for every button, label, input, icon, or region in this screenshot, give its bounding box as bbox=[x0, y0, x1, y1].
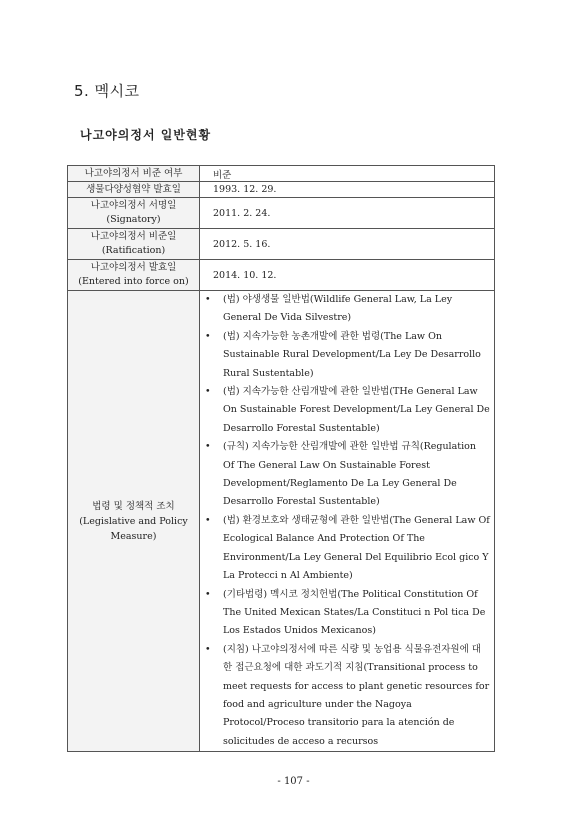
measures-label-text: 법령 및 정책적 조치 bbox=[92, 500, 175, 512]
measures-list bbox=[200, 291, 494, 751]
measures-label-en-2: Measure) bbox=[110, 530, 157, 542]
row-label-text: 나고야의정서 서명일 bbox=[90, 200, 177, 211]
row-label-text: 나고야의정서 발효일 bbox=[90, 262, 177, 273]
row-value: 2011. 2. 24. bbox=[200, 198, 495, 229]
measures-label-en-1: (Legislative and Policy bbox=[79, 515, 188, 527]
table-row bbox=[68, 198, 495, 229]
row-label-text: 생물다양성협약 발효일 bbox=[86, 183, 181, 195]
list-item bbox=[200, 328, 490, 383]
list-item bbox=[200, 512, 490, 586]
bullet-icon: • bbox=[205, 514, 211, 526]
row-value: 2014. 10. 12. bbox=[200, 260, 495, 291]
row-label bbox=[68, 198, 200, 229]
row-label-en: (Ratification) bbox=[101, 245, 166, 256]
list-item-text: (기타법령) 멕시코 정치헌법(The Political Constitution Of The United Mexican States/La Constituci n Pol tica De Los Estados Unidos Mexicanos) bbox=[223, 588, 486, 637]
bullet-icon: • bbox=[205, 330, 211, 342]
list-item-text: (법) 환경보호와 생태균형에 관한 일반법(The General Law Of Ecological Balance And Protection Of The Environment/La Ley General Del Equilibrio Ecol gico Y La Protecci n Al Ambiente) bbox=[223, 514, 490, 582]
table-row bbox=[68, 229, 495, 260]
measures-value bbox=[200, 291, 495, 752]
bullet-icon: • bbox=[205, 441, 211, 453]
row-label-en: (Signatory) bbox=[106, 214, 161, 225]
list-item-text: (규칙) 지속가능한 산림개발에 관한 일반법 규칙(Regulation Of The General Law On Sustainable Forest Development/Reglamento De La Ley General De Desarrollo Forestal Sustentable) bbox=[223, 441, 476, 508]
section-title: 5. 멕시코 bbox=[74, 82, 140, 100]
table-row bbox=[68, 260, 495, 291]
measures-label bbox=[68, 291, 200, 752]
sub-title: 나고야의정서 일반현황 bbox=[80, 128, 212, 142]
row-label bbox=[68, 260, 200, 291]
row-label bbox=[68, 182, 200, 198]
table-row bbox=[68, 182, 495, 198]
table-row bbox=[68, 166, 495, 182]
list-item-text: (법) 지속가능한 산림개발에 관한 일반법(THe General Law On Sustainable Forest Development/La Ley General De Desarrollo Forestal Sustentable) bbox=[223, 386, 490, 434]
list-item-text: (지침) 나고야의정서에 따른 식량 및 농업용 식물유전자원에 대한 접근요청에 대한 과도기적 지침(Transitional process to meet requests for access to plant genetic resources for food and agriculture under the Nagoya Protocol/Proceso transitorio para la atención de solicitudes de acceso a recursos bbox=[223, 643, 490, 747]
row-value: 2012. 5. 16. bbox=[200, 229, 495, 260]
bullet-icon: • bbox=[205, 643, 211, 655]
row-label-en: (Entered into force on) bbox=[78, 276, 189, 287]
bullet-icon: • bbox=[205, 386, 211, 398]
row-value: 1993. 12. 29. bbox=[200, 182, 495, 198]
list-item bbox=[200, 586, 490, 641]
list-item bbox=[200, 438, 490, 512]
row-label-text: 나고야의정서 비준일 bbox=[90, 231, 177, 242]
bullet-icon: • bbox=[205, 294, 211, 305]
row-label bbox=[68, 229, 200, 260]
bullet-icon: • bbox=[205, 588, 211, 600]
page-number: - 107 - bbox=[277, 776, 310, 787]
list-item-text: (법) 야생생물 일반법(Wildlife General Law, La Ley General De Vida Silvestre) bbox=[223, 294, 453, 324]
row-value: 비준 bbox=[200, 166, 495, 182]
info-table bbox=[67, 165, 495, 752]
row-label bbox=[68, 166, 200, 182]
row-label-text: 나고야의정서 비준 여부 bbox=[84, 167, 183, 179]
list-item-text: (법) 지속가능한 농촌개발에 관한 법령(The Law On Sustainable Rural Development/La Ley De Desarrollo Rural Sustentable) bbox=[223, 330, 481, 379]
table-row-measures bbox=[68, 291, 495, 752]
list-item bbox=[200, 383, 490, 438]
list-item bbox=[200, 641, 490, 751]
list-item bbox=[200, 291, 490, 328]
